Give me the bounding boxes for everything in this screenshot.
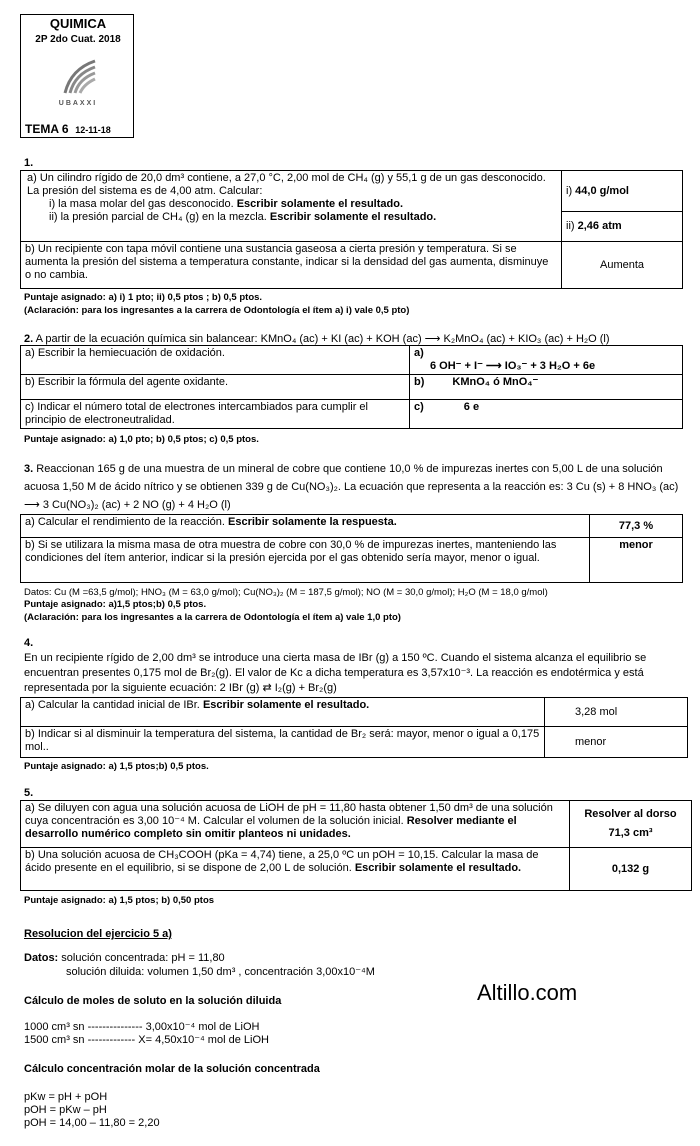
q1-a-ii: ii) la presión parcial de CH₄ (g) en la mezcla. bbox=[49, 211, 267, 223]
q4-intro: En un recipiente rígido de 2,00 dm³ se introduce una cierta masa de IBr (g) a 150 ºC. Cuando el sistema alcanza el equilibrio se encuentran presentes 0,175 mol de Br₂(g). El valor de Kc a dicha temperatura es 3,57x10⁻³. La reacción es endotérmica y está representada por la siguiente ecuación: 2 IBr (g) ⇄ I₂(g) + Br₂(g) bbox=[24, 652, 647, 694]
q5-a-answer-cell bbox=[570, 801, 692, 848]
q2-a-text: a) Escribir la hemiecuación de oxidación. bbox=[21, 346, 410, 375]
q2-c-text: c) Indicar el número total de electrones intercambiados para cumplir el principio de electroneutralidad. bbox=[21, 400, 410, 429]
q5-a-answer: 71,3 cm³ bbox=[608, 827, 653, 839]
q5-a-cell: a) Se diluyen con agua una solución acuosa de LiOH de pH = 11,80 hasta obtener 1,50 dm³ de una solución cuya concentración es 3,00 10⁻⁴ M. Calcular el volumen de la solución inicial. Resolver mediante el desarrollo numérico completo sin omitir planteos ni unidades. bbox=[21, 801, 570, 848]
q1-a-text: a) Un cilindro rígido de 20,0 dm³ contiene, a 27,0 °C, 2,00 mol de CH₄ (g) y 55,1 g de un gas desconocido. La presión del sistema es de 4,00 atm. Calcular: bbox=[27, 172, 546, 197]
q2-b-text: b) Escribir la fórmula del agente oxidante. bbox=[21, 375, 410, 400]
q3-intro: 3. Reaccionan 165 g de una muestra de un mineral de cobre que contiene 10,0 % de impurezas inertes con 5,00 L de una solución acuosa 1,50 M de ácido nítrico y se obtienen 339 g de Cu(NO₃)₂. La ecuación que representa a la reacción es: 3 Cu (s) + 8 HNO₃ (ac) ⟶ 3 Cu(NO₃)₂ (ac) + 2 NO (g) + 4 H₂O (l) bbox=[24, 463, 679, 511]
tema: TEMA 6 bbox=[25, 122, 69, 136]
q3-datos: Datos: Cu (M =63,5 g/mol); HNO₃ (M = 63,0 g/mol); Cu(NO₃)₂ (M = 187,5 g/mol); NO (M = 30,0 g/mol); H₂O (M = 18,0 g/mol) bbox=[24, 587, 548, 598]
resolution-datos-2: solución diluida: volumen 1,50 dm³ , concentración 3,00x10⁻⁴M bbox=[66, 966, 375, 978]
q1-a-i-bold: Escribir solamente el resultado. bbox=[236, 198, 404, 210]
resolution-heading-1: Cálculo de moles de soluto en la solución diluida bbox=[24, 995, 282, 1007]
q1-b-text: b) Un recipiente con tapa móvil contiene una sustancia gaseosa a cierta presión y temperatura. Si se aumenta la presión del sistema a temperatura constante, indicar si la densidad del gas aumenta, disminuye o no cambia. bbox=[21, 242, 562, 289]
q3-note: (Aclaración: para los ingresantes a la carrera de Odontología el ítem a) vale 1,0 pto) bbox=[24, 612, 401, 623]
q2-c-answer-cell: c) 6 e bbox=[410, 400, 683, 429]
q5-score: Puntaje asignado: a) 1,5 ptos; b) 0,50 ptos bbox=[24, 895, 215, 906]
q1-a-ii-bold: Escribir solamente el resultado. bbox=[269, 211, 437, 223]
q2-table bbox=[20, 345, 683, 429]
q2-a-answer-cell: a) 6 OH⁻ + I⁻ ⟶ IO₃⁻ + 3 H₂O + 6e bbox=[410, 346, 683, 375]
q5-table bbox=[20, 800, 692, 891]
q1-b-answer: Aumenta bbox=[562, 242, 683, 289]
q4-b-text: b) Indicar si al disminuir la temperatura del sistema, la cantidad de Br₂ será: mayor, menor o igual a 0,175 mol.. bbox=[21, 727, 545, 758]
q1-a-i: i) la masa molar del gas desconocido. bbox=[49, 198, 234, 210]
resolution-line-2: 1500 cm³ sn ------------- X= 4,50x10⁻⁴ mol de LiOH bbox=[24, 1034, 269, 1046]
q5-b-answer: 0,132 g bbox=[570, 848, 692, 891]
q5-number: 5. bbox=[24, 787, 34, 799]
q5-b-cell: b) Una solución acuosa de CH₃COOH (pKa = 4,74) tiene, a 25,0 ºC un pOH = 10,15. Calcular la masa de ácido presente en el equilibrio, si se dispone de 2,00 L de solución. Escribir solamente el resultado. bbox=[21, 848, 570, 891]
date: 12-11-18 bbox=[75, 125, 111, 135]
header-box bbox=[20, 14, 134, 138]
q3-b-answer: menor bbox=[590, 538, 683, 583]
q1-ans-ii: ii) 2,46 atm bbox=[562, 212, 683, 242]
period: 2P 2do Cuat. 2018 bbox=[35, 34, 121, 45]
q1-number: 1. bbox=[24, 157, 34, 169]
q2-c-answer: 6 e bbox=[463, 401, 480, 413]
q4-number: 4. bbox=[24, 637, 34, 649]
q3-table bbox=[20, 514, 683, 583]
resolution-line-5: pOH = 14,00 – 11,80 = 2,20 bbox=[24, 1117, 160, 1129]
q2-intro: 2. A partir de la ecuación química sin balancear: KMnO₄ (ac) + KI (ac) + KOH (ac) ⟶ K₂MnO₄ (ac) + KIO₃ (ac) + H₂O (l) bbox=[24, 333, 610, 345]
q1-score: Puntaje asignado: a) i) 1 pto; ii) 0,5 ptos ; b) 0,5 ptos. bbox=[24, 292, 263, 303]
q2-score: Puntaje asignado: a) 1,0 pto; b) 0,5 ptos; c) 0,5 ptos. bbox=[24, 434, 259, 445]
resolution-heading-2: Cálculo concentración molar de la solución concentrada bbox=[24, 1063, 320, 1075]
watermark: Altillo.com bbox=[477, 980, 578, 1005]
resolution-datos: Datos: solución concentrada: pH = 11,80 bbox=[24, 952, 225, 964]
q4-score: Puntaje asignado: a) 1,5 ptos;b) 0,5 ptos. bbox=[24, 761, 209, 772]
q2-a-answer: 6 OH⁻ + I⁻ ⟶ IO₃⁻ + 3 H₂O + 6e bbox=[430, 360, 596, 372]
q2-b-answer: KMnO₄ ó MnO₄⁻ bbox=[452, 376, 539, 388]
resolution-line-4: pOH = pKw – pH bbox=[24, 1104, 107, 1116]
q1-ans-i: i) 44,0 g/mol bbox=[562, 171, 683, 212]
q4-a-cell: a) Calcular la cantidad inicial de IBr. Escribir solamente el resultado. bbox=[21, 698, 545, 727]
q1-note: (Aclaración: para los ingresantes a la carrera de Odontología el ítem a) i) vale 0,5 pto) bbox=[24, 305, 410, 316]
q2-b-answer-cell: b) KMnO₄ ó MnO₄⁻ bbox=[410, 375, 683, 400]
resolution-line-1: 1000 cm³ sn --------------- 3,00x10⁻⁴ mol de LiOH bbox=[24, 1021, 260, 1033]
uba-logo-icon bbox=[61, 59, 97, 95]
resolution-line-3: pKw = pH + pOH bbox=[24, 1091, 108, 1103]
q3-score: Puntaje asignado: a)1,5 ptos;b) 0,5 ptos. bbox=[24, 599, 207, 610]
tema-label bbox=[25, 123, 111, 137]
q3-a-answer: 77,3 % bbox=[590, 515, 683, 538]
logo-text: UBAXXI bbox=[58, 100, 98, 107]
q4-a-answer: 3,28 mol bbox=[545, 698, 688, 727]
q3-a-cell: a) Calcular el rendimiento de la reacción. Escribir solamente la respuesta. bbox=[21, 515, 590, 538]
q1-table bbox=[20, 170, 683, 289]
resolution-title: Resolucion del ejercicio 5 a) bbox=[24, 928, 172, 940]
q3-b-text: b) Si se utilizara la misma masa de otra muestra de cobre con 30,0 % de impurezas inertes, manteniendo las condiciones del ítem anterior, indicar si la presión ejercida por el gas obtenido sería mayor, menor o igual. bbox=[21, 538, 590, 583]
q4-table bbox=[20, 697, 688, 758]
q5-a-answer-note: Resolver al dorso bbox=[584, 808, 677, 820]
q4-b-answer: menor bbox=[545, 727, 688, 758]
q1-a-cell bbox=[21, 171, 562, 242]
course-title: QUIMICA bbox=[49, 16, 107, 31]
